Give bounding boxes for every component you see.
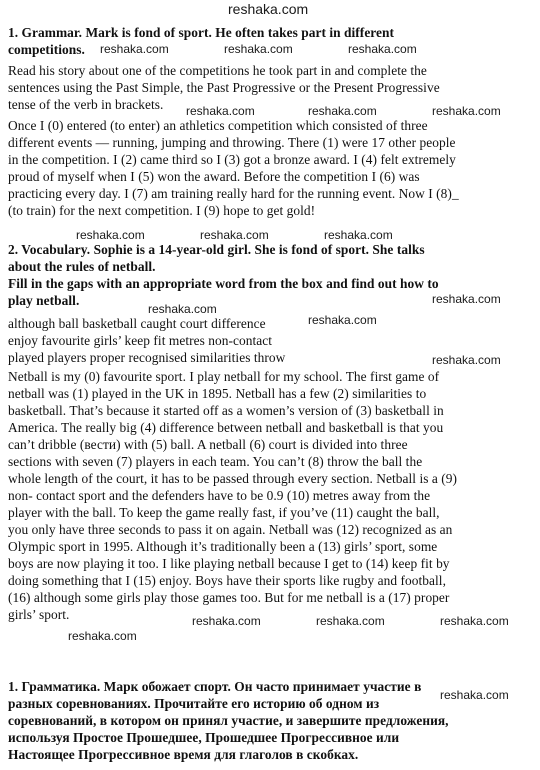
russian-heading: используя Простое Прошедшее, Прошедшее Прогрессивное или <box>8 730 400 745</box>
russian-heading: соревнований, в котором он принял участие, и завершите предложения, <box>8 713 449 728</box>
watermark: reshaka.com <box>432 353 501 367</box>
netball-text-line: (16) although some girls play those games too. But for me netball is a (17) proper <box>8 590 450 605</box>
russian-heading: Настоящее Прогрессивное время для глаголов в скобках. <box>8 747 359 762</box>
netball-text-line: netball was (1) played in the UK in 1895. Netball has a few (2) similarities to <box>8 386 427 401</box>
watermark-top: reshaka.com <box>228 1 309 17</box>
netball-text-line: Olympic sport in 1995. Although it’s traditionally been a (13) girls’ sport, some <box>8 539 438 554</box>
watermark: reshaka.com <box>308 313 377 327</box>
story-line: practicing every day. I (7) am training really hard for the running event. Now I (8)_ <box>8 186 459 201</box>
story-line: proud of myself when I (5) won the award. Before the competition I (6) was <box>8 169 420 184</box>
watermark: reshaka.com <box>200 228 269 242</box>
netball-text-line: boys are now playing it too. I like playing netball because I get to (14) keep fit by <box>8 556 450 571</box>
netball-text-line: sections with seven (7) players in each team. You can’t (8) throw the ball the <box>8 454 423 469</box>
russian-heading: 1. Грамматика. Марк обожает спорт. Он часто принимает участие в <box>8 679 422 694</box>
story-line: different events — running, jumping and throwing. There (1) were 17 other people <box>8 135 456 150</box>
section2-heading: about the rules of netball. <box>8 259 156 274</box>
story-line: in the competition. I (2) came third so I (3) got a bronze award. I (4) felt extremely <box>8 152 456 167</box>
section2-heading: play netball. <box>8 293 80 308</box>
watermark: reshaka.com <box>308 104 377 118</box>
word-box-line: although ball basketball caught court difference <box>8 316 266 331</box>
watermark: reshaka.com <box>224 42 293 56</box>
instruction-line: tense of the verb in brackets. <box>8 97 164 112</box>
section2-heading: Fill in the gaps with an appropriate word from the box and find out how to <box>8 276 439 291</box>
netball-text-line: girls’ sport. <box>8 607 70 622</box>
netball-text-line: doing something that I (15) enjoy. Boys have their sports like rugby and football, <box>8 573 446 588</box>
watermark: reshaka.com <box>440 614 509 628</box>
watermark: reshaka.com <box>100 42 169 56</box>
story-line: Once I (0) entered (to enter) an athletics competition which consisted of three <box>8 118 428 133</box>
section1-heading-cont: competitions. <box>8 42 85 57</box>
netball-text-line: non- contact sport and the defenders have to be 0.9 (10) metres away from the <box>8 488 431 503</box>
netball-text-line: player with the ball. To keep the game really fast, if you’ve (11) caught the ball, <box>8 505 440 520</box>
netball-text-line: whole length of the court, it has to be passed through every section. Netball is a (9) <box>8 471 458 486</box>
word-box-line: played players proper recognised similarities throw <box>8 350 286 365</box>
netball-text-line: Netball is my (0) favourite sport. I play netball for my school. The first game of <box>8 369 440 384</box>
watermark: reshaka.com <box>316 614 385 628</box>
watermark: reshaka.com <box>432 104 501 118</box>
netball-text-line: basketball. That’s because it started off as a women’s version of (3) basketball in <box>8 403 444 418</box>
netball-text-line: America. The really big (4) difference between netball and basketball is that you <box>8 420 444 435</box>
watermark: reshaka.com <box>68 629 137 643</box>
instruction-line: sentences using the Past Simple, the Past Progressive or the Present Progressive <box>8 80 440 95</box>
watermark: reshaka.com <box>76 228 145 242</box>
story-line: (to train) for the next competition. I (9) hope to get gold! <box>8 203 316 218</box>
section1-heading: 1. Grammar. Mark is fond of sport. He often takes part in different <box>8 25 395 40</box>
netball-text-line: can’t dribble (вести) with (5) ball. A netball (6) court is divided into three <box>8 437 408 452</box>
watermark: reshaka.com <box>440 688 509 702</box>
netball-text-line: you only have three seconds to pass it on again. Netball was (12) recognized as an <box>8 522 453 537</box>
instruction-line: Read his story about one of the competitions he took part in and complete the <box>8 63 427 78</box>
watermark: reshaka.com <box>192 614 261 628</box>
watermark: reshaka.com <box>186 104 255 118</box>
watermark: reshaka.com <box>348 42 417 56</box>
russian-heading: разных соревнованиях. Прочитайте его историю об одном из <box>8 696 380 711</box>
word-box-line: enjoy favourite girls’ keep fit metres non-contact <box>8 333 273 348</box>
watermark: reshaka.com <box>324 228 393 242</box>
section2-heading: 2. Vocabulary. Sophie is a 14-year-old girl. She is fond of sport. She talks <box>8 242 425 257</box>
watermark: reshaka.com <box>432 292 501 306</box>
watermark: reshaka.com <box>148 302 217 316</box>
